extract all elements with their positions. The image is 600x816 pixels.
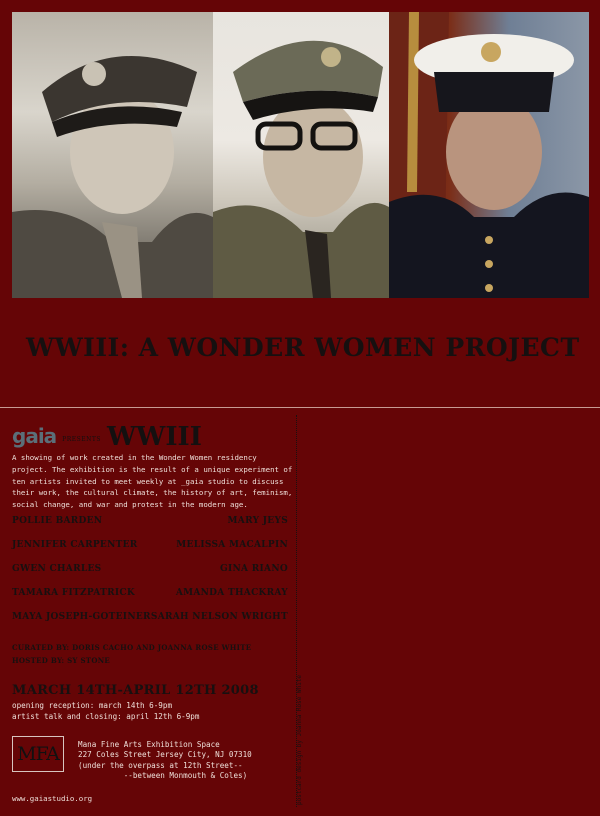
artist-row (12, 612, 288, 636)
exhibition-dates: MARCH 14TH-APRIL 12TH 2008 (12, 683, 259, 698)
artist-name: TAMARA FITZPATRICK (12, 588, 135, 598)
description: A showing of work created in the Wonder Women residency project. The exhibition is the result of a unique experiment of ten artists invited to meet weekly at _gaia studio to discuss their work, the cultural climate, the history of art, feminism, social change, and war and protest in the modern age. (12, 453, 293, 510)
artist-name: MAYA JOSEPH-GOTEINER (12, 612, 151, 622)
artist-name: MARY JEYS (227, 516, 288, 526)
artist-list (12, 516, 288, 636)
curated-by: CURATED BY: DORIS CACHO AND JOANNA ROSE WHITE (12, 643, 252, 652)
website-link[interactable]: www.gaiastudio.org (12, 794, 93, 803)
closing-event: artist talk and closing: april 12th 6-9pm (12, 712, 200, 721)
mfa-logo: MFA (12, 736, 64, 772)
artist-row (12, 540, 288, 564)
hosted-by: HOSTED BY: SY STONE (12, 656, 111, 665)
photo-soldier-1 (12, 12, 213, 298)
photo-soldier-3 (389, 12, 589, 298)
gaia-logo: gaia (12, 424, 57, 448)
show-title: WWIII (106, 422, 202, 452)
venue-note-2: --between Monmouth & Coles) (78, 771, 248, 781)
presents-label: PRESENTS (62, 436, 101, 443)
artist-name: POLLIE BARDEN (12, 516, 103, 526)
artist-row (12, 516, 288, 540)
artist-name: GWEN CHARLES (12, 564, 102, 574)
opening-reception: opening reception: march 14th 6-9pm (12, 701, 173, 710)
artist-row (12, 588, 288, 612)
photo-strip (12, 12, 589, 298)
venue-name: Mana Fine Arts Exhibition Space (78, 740, 220, 749)
venue-address: 227 Coles Street Jersey City, NJ 07310 (78, 750, 252, 760)
artist-name: GINA RIANO (220, 564, 288, 574)
headline: WWIII: A WONDER WOMEN PROJECT (26, 333, 580, 362)
credits-block (12, 641, 251, 667)
artist-name: SARAH NELSON WRIGHT (150, 612, 288, 622)
artist-row (12, 564, 288, 588)
gaia-logo-row (12, 422, 202, 452)
design-credit: postcard design by Joanna Rose White (296, 674, 303, 805)
artist-name: AMANDA THACKRAY (175, 588, 288, 598)
artist-name: MELISSA MACALPIN (176, 540, 288, 550)
photo-soldier-2 (213, 12, 389, 298)
venue-note-1: (under the overpass at 12th Street-- (78, 760, 243, 770)
divider (0, 407, 600, 408)
venue-info (78, 740, 252, 782)
reception-info (12, 700, 199, 722)
artist-name: JENNIFER CARPENTER (12, 540, 138, 550)
